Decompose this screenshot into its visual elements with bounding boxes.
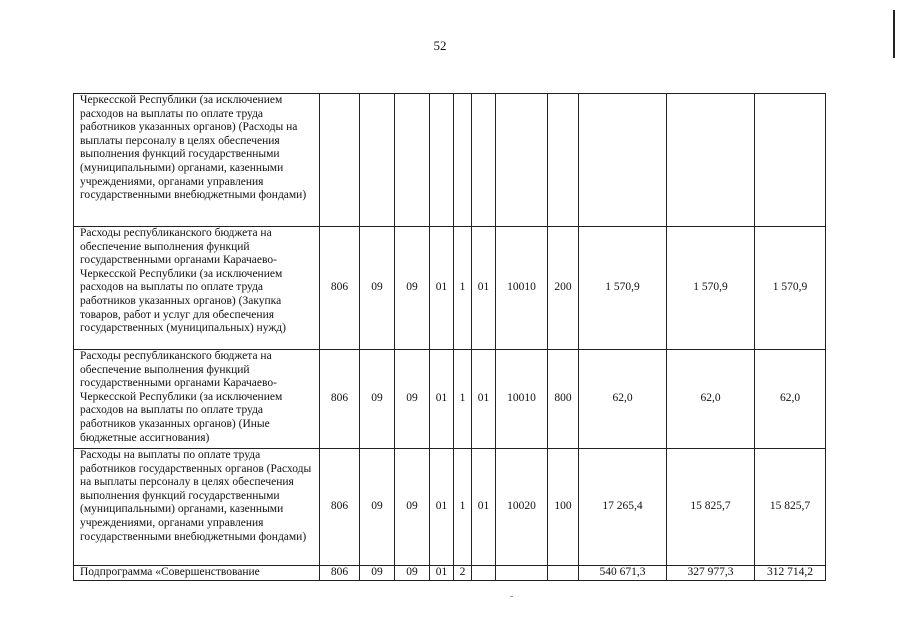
amount-year-1: 17 265,4 — [579, 449, 667, 566]
subprogram-code — [454, 94, 472, 227]
subsection-code: 09 — [395, 566, 430, 581]
budget-table — [73, 93, 826, 581]
expense-type-code: 200 — [548, 227, 579, 350]
program-code: 01 — [430, 449, 454, 566]
grbs-code: 806 — [320, 350, 360, 449]
direction-code: 10010 — [496, 227, 548, 350]
main-event-code: 01 — [472, 227, 496, 350]
subsection-code: 09 — [395, 227, 430, 350]
table-row — [74, 227, 826, 350]
page-number: 52 — [433, 38, 447, 53]
direction-code: 10020 — [496, 449, 548, 566]
subsection-code: 09 — [395, 449, 430, 566]
section-code: 09 — [360, 449, 395, 566]
amount-year-3: 1 570,9 — [755, 227, 826, 350]
table-row — [74, 350, 826, 449]
expense-type-code: 800 — [548, 350, 579, 449]
section-code — [360, 94, 395, 227]
main-event-code: 01 — [472, 449, 496, 566]
row-description: Расходы республиканского бюджета на обеспечение выполнения функций государственными органами Карачаево-Черкесской Республики (за исключением расходов на выплаты по оплате труда работников указанных органов) (Иные бюджетные ассигнования) — [74, 350, 320, 449]
amount-year-3 — [755, 94, 826, 227]
subprogram-code: 2 — [454, 566, 472, 581]
amount-year-1: 62,0 — [579, 350, 667, 449]
grbs-code: 806 — [320, 227, 360, 350]
amount-year-1 — [579, 94, 667, 227]
amount-year-2: 1 570,9 — [667, 227, 755, 350]
row-description: Расходы республиканского бюджета на обеспечение выполнения функций государственными органами Карачаево-Черкесской Республики (за исключением расходов на выплаты по оплате труда работников указанных органов) (Закупка товаров, работ и услуг для обеспечения государственных (муниципальных) нужд) — [74, 227, 320, 350]
subprogram-code: 1 — [454, 350, 472, 449]
scan-edge-line — [893, 10, 895, 58]
expense-type-code — [548, 566, 579, 581]
direction-code — [496, 94, 548, 227]
row-description: Подпрограмма «Совершенствование — [74, 566, 320, 581]
row-description: Черкесской Республики (за исключением расходов на выплаты по оплате труда работников указанных органов) (Расходы на выплаты персоналу в целях обеспечения выполнения функций государственными (муниципальными) органами, казенными учреждениями, органами управления государственными внебюджетными фондами) — [74, 94, 320, 227]
subprogram-code: 1 — [454, 449, 472, 566]
expense-type-code — [548, 94, 579, 227]
section-code: 09 — [360, 566, 395, 581]
amount-year-3: 15 825,7 — [755, 449, 826, 566]
direction-code — [496, 566, 548, 581]
table-row — [74, 94, 826, 227]
direction-code: 10010 — [496, 350, 548, 449]
table-row — [74, 449, 826, 566]
subsection-code: 09 — [395, 350, 430, 449]
subprogram-code: 1 — [454, 227, 472, 350]
amount-year-1: 1 570,9 — [579, 227, 667, 350]
section-code: 09 — [360, 350, 395, 449]
amount-year-3: 312 714,2 — [755, 566, 826, 581]
main-event-code — [472, 94, 496, 227]
amount-year-3: 62,0 — [755, 350, 826, 449]
table-row — [74, 566, 826, 581]
program-code: 01 — [430, 227, 454, 350]
grbs-code — [320, 94, 360, 227]
amount-year-2: 62,0 — [667, 350, 755, 449]
grbs-code: 806 — [320, 449, 360, 566]
program-code: 01 — [430, 566, 454, 581]
program-code — [430, 94, 454, 227]
section-code: 09 — [360, 227, 395, 350]
main-event-code — [472, 566, 496, 581]
row-description: Расходы на выплаты по оплате труда работников государственных органов (Расходы на выплаты персоналу в целях обеспечения выполнения функций государственными (муниципальными) органами, казенными учреждениями, органами управления государственными внебюджетными фондами) — [74, 449, 320, 566]
expense-type-code: 100 — [548, 449, 579, 566]
amount-year-2 — [667, 94, 755, 227]
amount-year-2: 15 825,7 — [667, 449, 755, 566]
amount-year-2: 327 977,3 — [667, 566, 755, 581]
program-code: 01 — [430, 350, 454, 449]
grbs-code: 806 — [320, 566, 360, 581]
main-event-code: 01 — [472, 350, 496, 449]
subsection-code — [395, 94, 430, 227]
scan-dot — [510, 596, 513, 597]
amount-year-1: 540 671,3 — [579, 566, 667, 581]
